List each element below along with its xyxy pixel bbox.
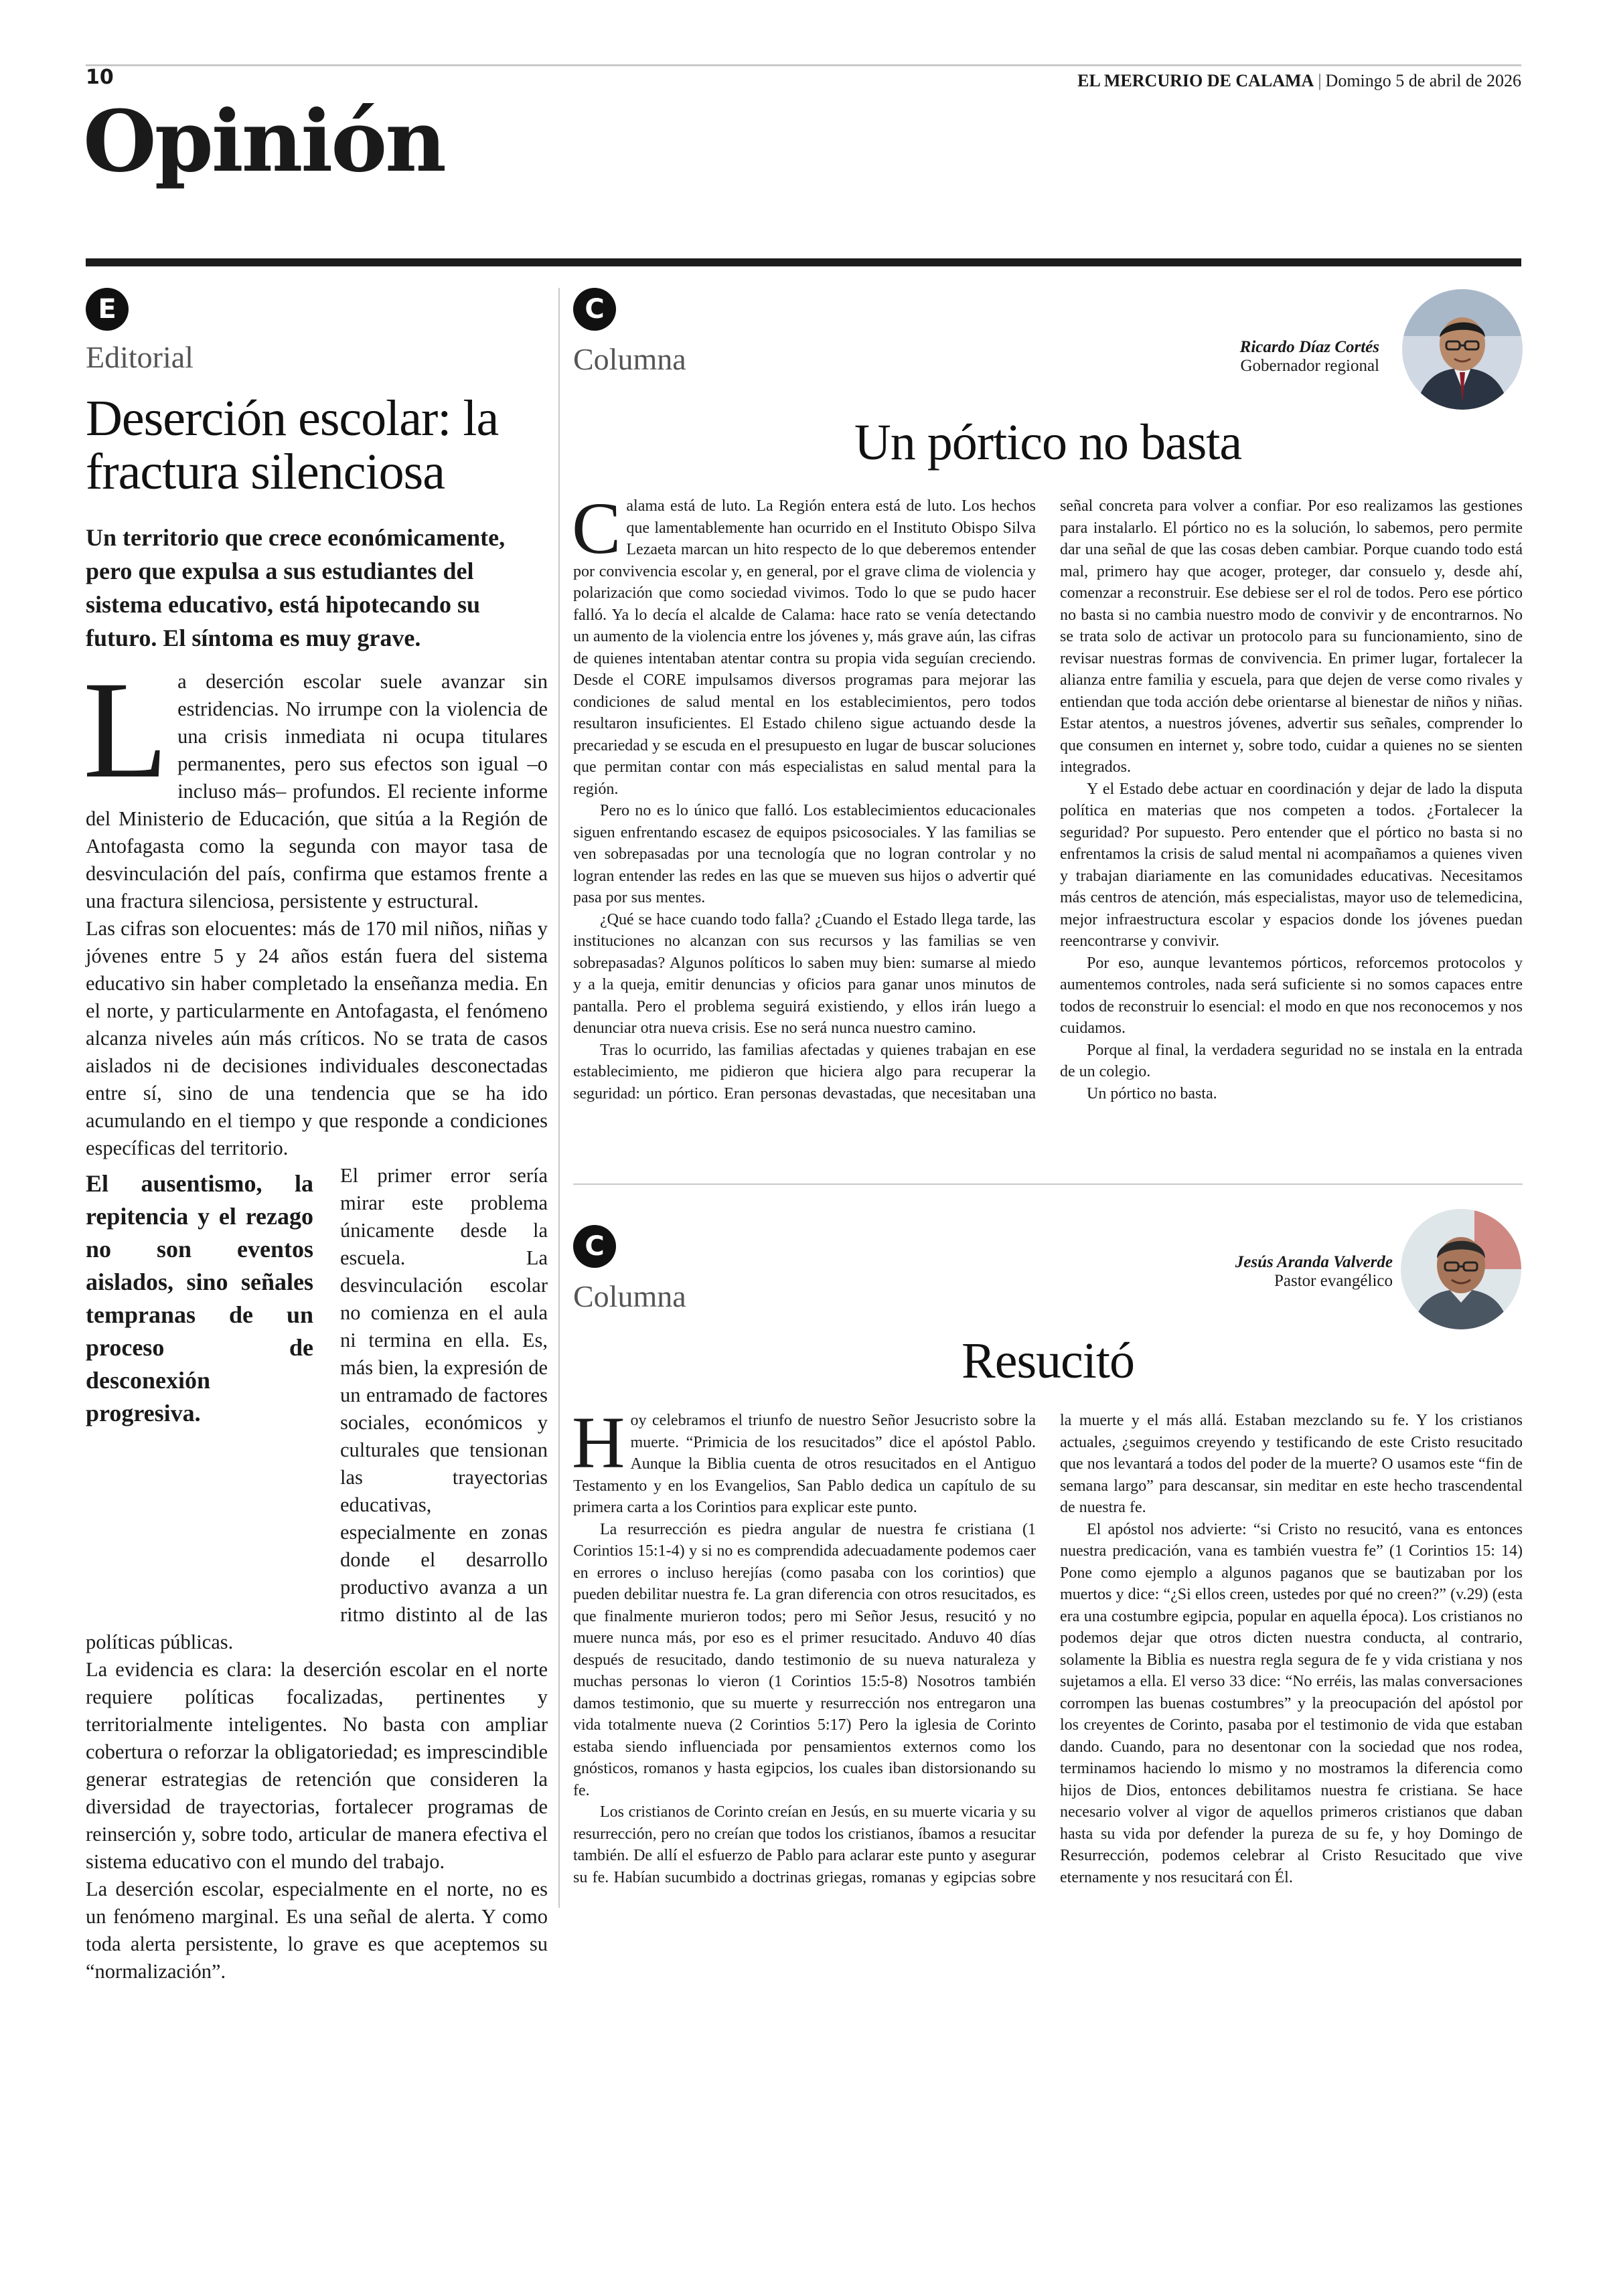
column1-byline [1045, 338, 1379, 376]
editorial-paragraph-5: La deserción escolar, especialmente en el norte, no es un fenómeno marginal. Es una señal de alerta. Y como toda alerta persistente, lo grave es que aceptemos su “normalización”. [86, 1878, 548, 1983]
author-portrait-icon [1401, 1209, 1521, 1329]
column1-body [572, 487, 1523, 1165]
column2-badge: C [573, 1225, 616, 1268]
column2-paragraph-2: La resurrección es piedra angular de nuestra fe cristiana (1 Corintios 15:1-4) y si no es comprendida adecuadamente podemos caer en errores o incluso herejías (como pasaba con los corintios) que pueden debilitar nuestra fe. La gran diferencia con otros resucitados, es que finalmente murieron todos; pero mi Señor Jesus, resucitó y no muere nunca más, por eso es el primer resucitado. Anduvo 40 días después de resucitado, dando testimonio de su nueva naturaleza y muchas personas lo vieron (1 Corintios 15:5-8) Nosotros también damos testimonio, que su muerte y resurrección nos entregaron una vida totalmente nueva (2 Corintios 5:17) Pero la iglesia de Corinto estaba siendo influenciada por pensamientos externos como los gnósticos, romanos y hasta egipcios, los cuales iban distorsionando su fe. [573, 1520, 1036, 1799]
editorial-paragraph-2: Las cifras son elocuentes: más de 170 mil niños, niñas y jóvenes entre 5 y 24 años están fuera del sistema educativo sin haber completado la enseñanza media. En el norte, y particularmente en Antofagasta, el fenómeno alcanza niveles aún más críticos. No se trata de casos aislados ni de decisiones individuales desconectadas entre sí, sino de una tendencia que se ha ido acumulando en el tiempo y que responde a condiciones específicas del territorio. [86, 917, 548, 1159]
masthead-separator: | [1318, 71, 1322, 90]
column2-label: Columna [573, 1279, 686, 1313]
editorial-label: Editorial [86, 340, 194, 374]
editorial-headline: Deserción escolar: la fractura silenciosa [86, 390, 499, 500]
column2-author: Jesús Aranda Valverde [1235, 1253, 1393, 1271]
column2-paragraph-3: Los cristianos de Corinto creían en Jesús, en su muerte vicaria y su resurrección, pero no creían que todos los cristianos, íbamos a resucitar también. De allí el esfuerzo de Pablo para aclarar este punto y asegurar su fe. Habían sucumbido a doctrinas griegas, romanas y egipcias sobre la muerte y el más allá. Estaban mezclando su fe. Y los cristianos actuales, ¿seguimos creyendo y testificando de este Cristo resucitado que nos levantará a todos del poder de la muerte? O usamos este “fin de semana largo” para descansar, sin meditar en este hecho trascendental de nuestra fe. [573, 1412, 1523, 1886]
editorial-body [83, 653, 548, 1985]
column1-author-role: Gobernador regional [1240, 357, 1379, 375]
column1-paragraph-6: Por eso, aunque levantemos pórticos, reforcemos protocolos y aumentemos controles, nada será suficiente si no somos capaces entre todos de reconstruir lo esencial: el modo en que nos reconocemos y nos cuidamos. [1060, 954, 1523, 1037]
column1-author-photo [1402, 289, 1523, 410]
column-divider [573, 1183, 1523, 1185]
publication-name: EL MERCURIO DE CALAMA [1077, 71, 1314, 90]
section-rule [86, 258, 1521, 266]
column1-paragraph-5: Y el Estado debe actuar en coordinación y dejar de lado la disputa política en materias que nos competen a todos. ¿Fortalecer la seguridad? Por supuesto. Pero entender que el pórtico no basta si no enfrentamos la crisis de salud mental ni acompañamos a quienes viven y trabajan diariamente en las comunidades educativas. Necesitamos más centros de atención, más especialistas, mayor uso de telemedicina, mejor infraestructura escolar y espacios donde los jóvenes puedan reencontrarse y convivir. [1060, 780, 1523, 950]
publication-date: Domingo 5 de abril de 2026 [1325, 71, 1521, 90]
editorial-paragraph-1: La deserción escolar suele avanzar sin estridencias. No irrumpe con la violencia de una crisis inmediata ni ocupa titulares permanentes, pero sus efectos son igual –o incluso más– profundos. El reciente informe del Ministerio de Educación, que sitúa a la Región de Antofagasta como la segunda con mayor tasa de desvinculación del país, confirma que estamos frente a una fractura silenciosa, persistente y estructural. [83, 653, 548, 912]
column1-label: Columna [573, 342, 686, 376]
column-separator [558, 288, 560, 1908]
column1-paragraph-4: Tras lo ocurrido, las familias afectadas y quienes trabajan en ese establecimiento, me pidieron que hiciera algo para recuperar la seguridad: un pórtico. Eran personas devastadas, que necesitaban una señal concreta para volver a confiar. Por eso realizamos las gestiones para instalarlo. El pórtico no es la solución, lo sabemos, pero permite dar una señal de que las cosas deben cambiar. Porque cuando todo está mal, primero hay que acoger, proteger, dar consuelo y, desde ahí, comenzar a reconstruir. Ese debiese ser el rol de todos. Pero ese pórtico no basta si no cambia nuestro modo de convivir y de encontrarnos. No se trata solo de activar un protocolo para su funcionamiento, sino de revisar nuestras formas de convivencia. En primer lugar, fortalecer la alianza entre familia y escuela, para que dejen de verse como rivales y entiendan que toda acción debe orientarse al bienestar de niños y niñas. Estar atentos, a nuestros jóvenes, advertir sus señales, comprender lo que consumen en internet y, sobre todo, cuidar a quienes no se sienten integrados. [573, 497, 1523, 1102]
column2-dropcap: H [572, 1402, 625, 1483]
column2-author-photo [1401, 1209, 1521, 1329]
editorial-lead: Un territorio que crece económicamente, pero que expulsa a sus estudiantes del sistema educativo, está hipotecando su futuro. El síntoma es muy grave. [86, 524, 506, 651]
author-portrait-icon [1402, 289, 1523, 410]
column2-body [572, 1402, 1523, 1945]
column2-paragraph-4: El apóstol nos advierte: “si Cristo no resucitó, vana es entonces nuestra predicación, vana es también vuestra fe” (1 Corintios 15: 14) Pone como ejemplo a algunos paganos que se bautizaban por los muertos y dice: “¿Si ellos creen, ustedes por qué no creen?” (v.29) (esta era una costumbre egipcia, popular en aquella época). Los cristianos no podemos dejar que otros dicten nuestra conducta, al contrario, solamente la Biblia es nuestra regla segura de fe y vida cristiana y nos sujetamos a ella. El verso 33 dice: “No erréis, las malas conversaciones corrompen las buenas costumbres” y la preocupación del apóstol por los creyentes de Corinto, pasaba por el testimonio de vida que estaban dando. Cuando, para no desentonar con la sociedad que nos rodea, terminamos haciendo lo mismo y no mostramos la diferencia como hijos de Dios, entonces debilitamos nuestra fe cristiana. Se hace necesario volver al vigor de aquellos primeros cristianos que daban hasta su vida por defender la pureza de su fe, y hoy Domingo de Resurrección, podemos celebrar al Cristo Resucitado que vive eternamente y nos resucitará con Él. [1060, 1520, 1523, 1886]
section-title: Opinión [83, 92, 445, 191]
masthead [1077, 71, 1521, 91]
editorial-badge: E [86, 288, 129, 331]
column1-headline: Un pórtico no basta [854, 414, 1242, 471]
editorial-pullquote: El ausentismo, la repitencia y el rezago no son eventos aislados, sino señales tempranas de un proceso de desconexión progresiva. [86, 1170, 313, 1426]
editorial-dropcap: L [83, 653, 169, 807]
column2-author-role: Pastor evangélico [1274, 1272, 1393, 1290]
column1-paragraph-8: Un pórtico no basta. [1087, 1084, 1217, 1102]
page-number: 10 [86, 66, 114, 89]
column1-paragraph-1: Calama está de luto. La Región entera está de luto. Los hechos que lamentablemente han ocurrido en el Instituto Obispo Silva Lezaeta marcan un hito respecto de lo que deberemos entender por convivencia escolar y, en general, por el grave clima de violencia y polarización que como sociedad vivimos. Todo lo que se pudo hacer falló. Ya lo decía el alcalde de Calama: hace rato se venía detectando un aumento de la violencia entre los jóvenes y, más grave aún, las cifras de quienes intentaban atentar contra su propia vida seguían creciendo. Desde el CORE impulsamos diversos programas para mejorar las condiciones de salud mental en los establecimientos, pero todos resultaron insuficientes. El Estado chileno sigue actuando desde la precariedad y se escuda en el presupuesto en lugar de buscar soluciones que permitan contar con más especialistas en salud mental para la región. [572, 487, 1036, 798]
column1-author: Ricardo Díaz Cortés [1239, 338, 1379, 356]
column2-paragraph-1: Hoy celebramos el triunfo de nuestro Señor Jesucristo sobre la muerte. “Primicia de los resucitados” dice el apóstol Pablo. Aunque la Biblia cuenta de otros resucitados en el Antiguo Testamento y en los Evangelios, San Pablo dedica un capítulo de su primera carta a los Corintios para explicar este punto. [572, 1402, 1036, 1516]
column2-headline: Resucitó [962, 1333, 1134, 1389]
column1-badge: C [573, 288, 616, 331]
column1-paragraph-3: ¿Qué se hace cuando todo falla? ¿Cuando el Estado llega tarde, las instituciones no alcanzan con sus recursos y las familias se ven sobrepasadas? Algunos políticos lo saben muy bien: sumarse al miedo y a la queja, emitir denuncias y oficios para ganar unos minutos de pantalla. Pero el problema seguirá existiendo, y ellos irán luego a denunciar otra nueva crisis. Ese no será nunca nuestro camino. [573, 910, 1036, 1037]
editorial-paragraph-3: El primer error sería mirar este problema únicamente desde la escuela. La desvinculación escolar no comienza en el aula ni termina en ella. Es, más bien, la expresión de un entramado de factores sociales, económicos y culturales que tensionan las trayectorias educativas, especialmente en zonas donde el desarrollo productivo avanza a un ritmo distinto al de las políticas públicas. [86, 1164, 548, 1653]
editorial-paragraph-4: La evidencia es clara: la deserción escolar en el norte requiere políticas focalizadas, pertinentes y territorialmente inteligentes. No basta con ampliar cobertura o reforzar la obligatoriedad; es imprescindible generar estrategias de retención que consideren la diversidad de trayectorias, fortalecer programas de reinserción y, sobre todo, articular de manera efectiva el sistema educativo con el mundo del trabajo. [86, 1658, 548, 1873]
top-rule [86, 64, 1521, 66]
column1-paragraph-2: Pero no es lo único que falló. Los establecimientos educacionales siguen enfrentando escasez de equipos psicosociales. Y las familias se ven sobrepasadas por una tecnología que no logran controlar y no logran entender las redes en las que se mueven sus hijos o advertir qué pasa por sus mentes. [573, 802, 1036, 906]
editorial-pullquote-box [86, 1167, 313, 1596]
column1-paragraph-7: Porque al final, la verdadera seguridad no se instala en la entrada de un colegio. [1060, 1041, 1523, 1080]
column1-dropcap: C [572, 487, 621, 569]
column2-byline [1058, 1253, 1393, 1291]
